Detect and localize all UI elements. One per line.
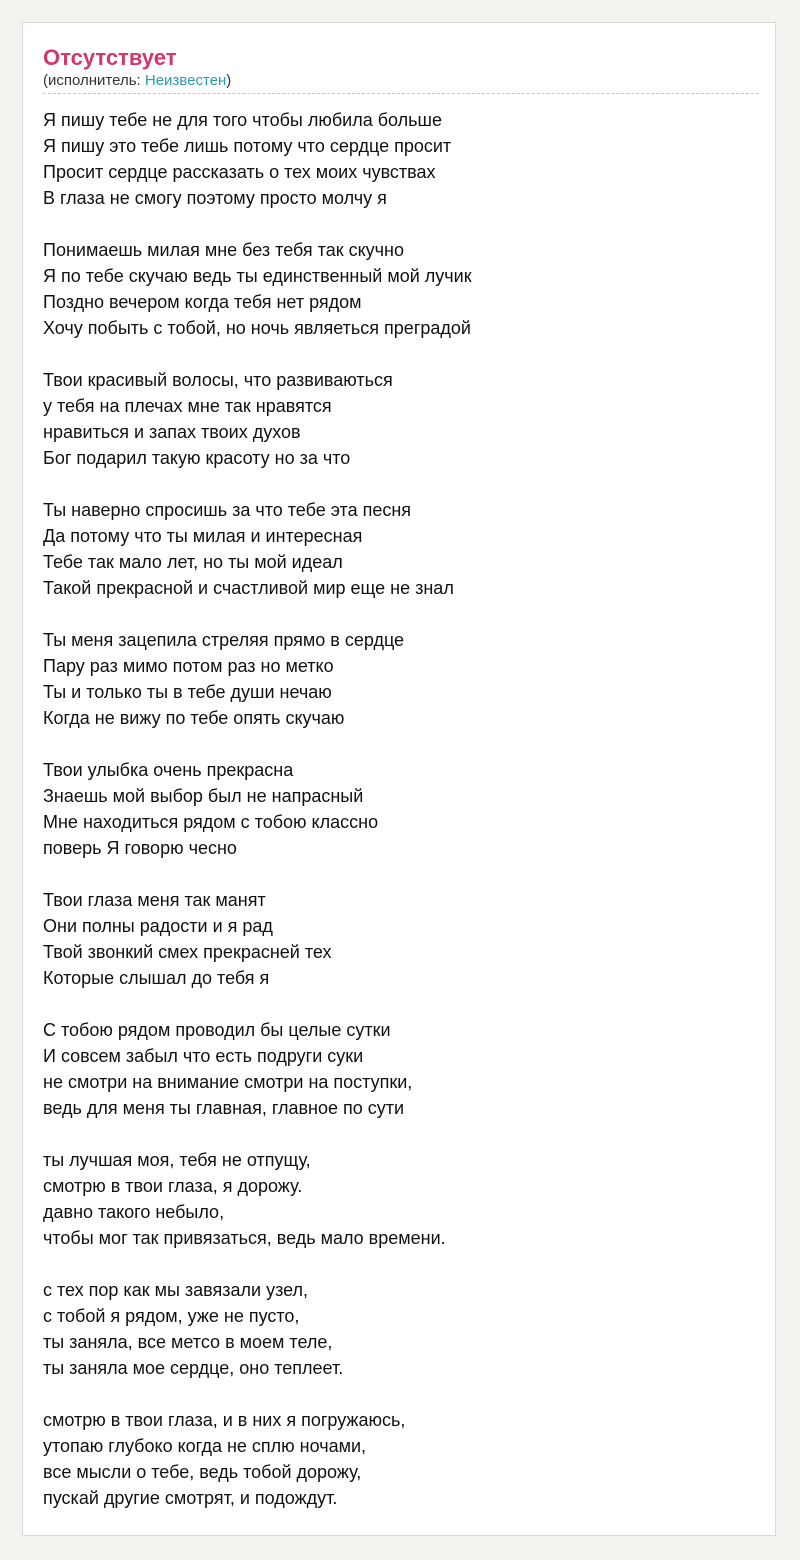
lyrics-stanza	[43, 757, 759, 861]
performer-prefix: (исполнитель:	[43, 72, 145, 89]
lyrics-line: смотрю в твои глаза, и в них я погружаюсь,	[43, 1410, 406, 1430]
lyrics-line: Просит сердце рассказать о тех моих чувствах	[43, 162, 436, 182]
lyrics-line: не смотри на внимание смотри на поступки,	[43, 1072, 413, 1092]
lyrics-line: Поздно вечером когда тебя нет рядом	[43, 292, 362, 312]
performer-line	[43, 71, 759, 91]
lyrics-line: нравиться и запах твоих духов	[43, 422, 301, 442]
lyrics-line: утопаю глубоко когда не сплю ночами,	[43, 1436, 367, 1456]
lyrics-line: у тебя на плечах мне так нравятся	[43, 396, 332, 416]
lyrics-stanza	[43, 887, 759, 991]
lyrics-line: все мысли о тебе, ведь тобой дорожу,	[43, 1462, 362, 1482]
lyrics-line: Я по тебе скучаю ведь ты единственный мой лучик	[43, 266, 472, 286]
lyrics-line: Твои глаза меня так манят	[43, 890, 266, 910]
lyrics-line: Я пишу тебе не для того чтобы любила больше	[43, 110, 442, 130]
lyrics-line: давно такого небыло,	[43, 1202, 225, 1222]
lyrics-line: Твой звонкий смех прекрасней тех	[43, 942, 332, 962]
lyrics-line: Хочу побыть с тобой, но ночь являеться преградой	[43, 318, 471, 338]
lyrics-line: Такой прекрасной и счастливой мир еще не знал	[43, 578, 454, 598]
lyrics-line: Да потому что ты милая и интересная	[43, 526, 363, 546]
lyrics-line: Пару раз мимо потом раз но метко	[43, 656, 334, 676]
lyrics-line: ты заняла мое сердце, оно теплеет.	[43, 1358, 344, 1378]
lyrics-line: Ты меня зацепила стреляя прямо в сердце	[43, 630, 405, 650]
lyrics-line: В глаза не смогу поэтому просто молчу я	[43, 188, 387, 208]
lyrics-line: с тобой я рядом, уже не пусто,	[43, 1306, 300, 1326]
lyrics-line: Знаешь мой выбор был не напрасный	[43, 786, 364, 806]
lyrics-line: с тех пор как мы завязали узел,	[43, 1280, 309, 1300]
lyrics-stanza	[43, 1017, 759, 1121]
lyrics-line: ты заняла, все метсо в моем теле,	[43, 1332, 333, 1352]
performer-suffix: )	[226, 72, 232, 89]
lyrics-stanza	[43, 627, 759, 731]
lyrics-stanza	[43, 1407, 759, 1511]
lyrics-body	[43, 107, 759, 1537]
lyrics-line: чтобы мог так привязаться, ведь мало времени.	[43, 1228, 446, 1248]
lyrics-line: Которые слышал до тебя я	[43, 968, 270, 988]
lyrics-card	[22, 22, 776, 1536]
lyrics-line: Твои красивый волосы, что развиваються	[43, 370, 393, 390]
lyrics-line: Когда не вижу по тебе опять скучаю	[43, 708, 345, 728]
lyrics-line: поверь Я говорю чесно	[43, 838, 237, 858]
lyrics-stanza	[43, 1277, 759, 1381]
song-header	[43, 45, 759, 94]
lyrics-line: Я пишу это тебе лишь потому что сердце просит	[43, 136, 452, 156]
lyrics-line: Твои улыбка очень прекрасна	[43, 760, 294, 780]
lyrics-line: Мне находиться рядом с тобою классно	[43, 812, 379, 832]
lyrics-line: пускай другие смотрят, и подождут.	[43, 1488, 338, 1508]
lyrics-line: С тобою рядом проводил бы целые сутки	[43, 1020, 391, 1040]
lyrics-line: Тебе так мало лет, но ты мой идеал	[43, 552, 343, 572]
song-title: Отсутствует	[43, 45, 177, 70]
lyrics-line: ведь для меня ты главная, главное по сути	[43, 1098, 405, 1118]
lyrics-line: Ты и только ты в тебе души нечаю	[43, 682, 332, 702]
lyrics-line: И совсем забыл что есть подруги суки	[43, 1046, 364, 1066]
lyrics-line: Ты наверно спросишь за что тебе эта песня	[43, 500, 412, 520]
performer-name-link[interactable]: Неизвестен	[144, 72, 227, 89]
lyrics-line: Они полны радости и я рад	[43, 916, 273, 936]
lyrics-line: смотрю в твои глаза, я дорожу.	[43, 1176, 303, 1196]
lyrics-stanza	[43, 367, 759, 471]
lyrics-stanza	[43, 107, 759, 211]
lyrics-line: ты лучшая моя, тебя не отпущу,	[43, 1150, 311, 1170]
lyrics-line: Понимаешь милая мне без тебя так скучно	[43, 240, 405, 260]
lyrics-stanza	[43, 497, 759, 601]
lyrics-stanza	[43, 237, 759, 341]
lyrics-line: Бог подарил такую красоту но за что	[43, 448, 351, 468]
lyrics-stanza	[43, 1147, 759, 1251]
